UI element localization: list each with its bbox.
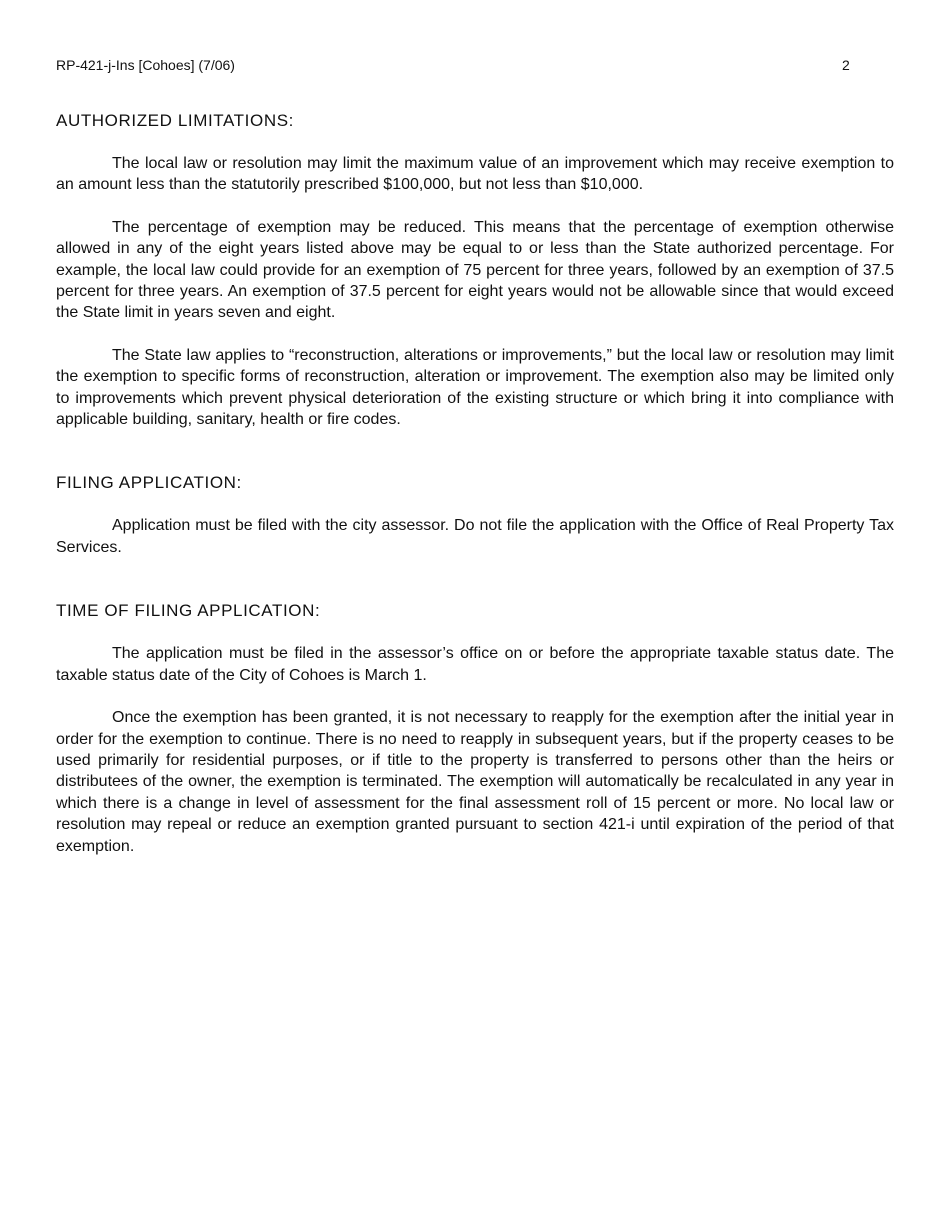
paragraph: The State law applies to “reconstruction, alterations or improvements,” but the local law or resolution may limit the exemption to specific forms of reconstruction, alteration or improvement. The exemption also may be limited only to improvements which prevent physical deterioration of the existing structure or which bring it into compliance with applicable building, sanitary, health or fire codes. [56,346,894,429]
paragraph: The application must be filed in the assessor’s office on or before the appropriate taxable status date. The taxable status date of the City of Cohoes is March 1. [56,645,894,684]
paragraph: The percentage of exemption may be reduced. This means that the percentage of exemption otherwise allowed in any of the eight years listed above may be equal to or less than the State authorized percentage. For example, the local law could provide for an exemption of 75 percent for three years, followed by an exemption of 37.5 percent for three years. An exemption of 37.5 percent for eight years would not be allowable since that would exceed the State limit in years seven and eight. [56,218,894,322]
form-identifier: RP-421-j-Ins [Cohoes] (7/06) [56,57,235,73]
document-body [56,110,894,878]
paragraph: The local law or resolution may limit the maximum value of an improvement which may receive exemption to an amount less than the statutorily prescribed $100,000, but not less than $10,000. [56,155,894,194]
paragraph: Application must be filed with the city assessor. Do not file the application with the Office of Real Property Tax Services. [56,517,894,556]
section-spacer [56,579,894,600]
page-number: 2 [842,57,850,73]
section-heading: FILING APPLICATION: [56,473,242,493]
paragraph: Once the exemption has been granted, it is not necessary to reapply for the exemption after the initial year in order for the exemption to continue. There is no need to reapply in subsequent years, but if the property ceases to be used primarily for residential purposes, or if title to the property is transferred to persons other than the heirs or distributees of the owner, the exemption is terminated. The exemption will automatically be recalculated in any year in which there is a change in level of assessment for the final assessment roll of 15 percent or more. No local law or resolution may repeal or reduce an exemption granted pursuant to section 421-i until expiration of the period of that exemption. [56,709,894,855]
section-spacer [56,451,894,472]
section-time-of-filing [56,600,894,857]
section-heading: TIME OF FILING APPLICATION: [56,601,321,621]
section-heading: AUTHORIZED LIMITATIONS: [56,111,294,130]
section-authorized-limitations [56,110,894,430]
section-filing-application [56,472,894,558]
